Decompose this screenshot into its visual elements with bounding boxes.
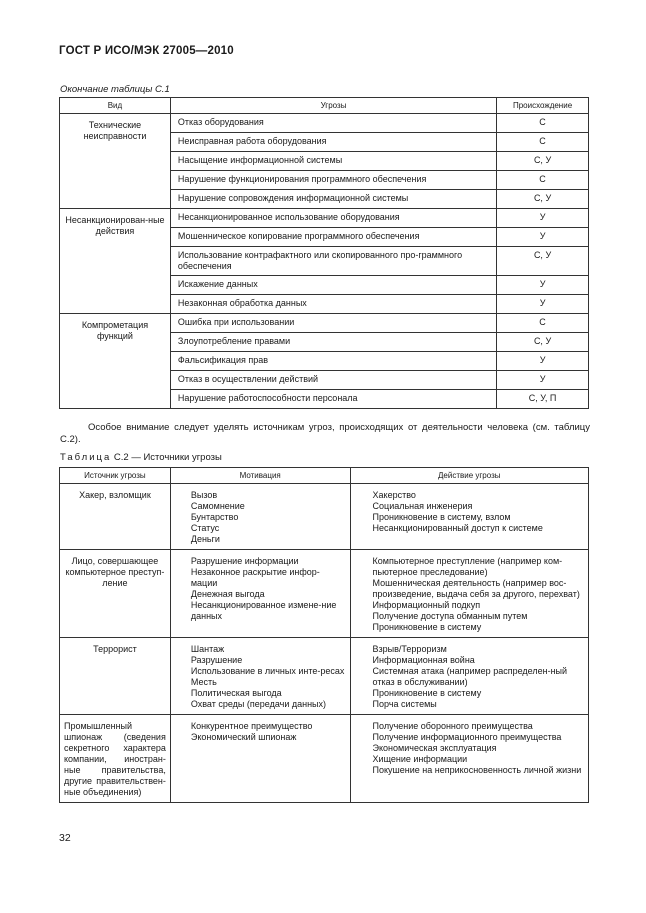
source-line: Промышленный шпионаж (сведения секретного характера компании, иностран-ные правительства, другие правительствен-ные объединения) [64, 721, 166, 797]
threat-cell: Неисправная работа оборудования [170, 133, 496, 152]
origin-cell: С, У [497, 190, 589, 209]
threat-row [60, 314, 589, 333]
source-line: Террорист [93, 644, 137, 654]
origin-cell: У [497, 276, 589, 295]
origin-cell: У [497, 352, 589, 371]
threats-table-body [60, 114, 589, 409]
action-line: Информационный подкуп [372, 600, 481, 610]
threat-cell: Мошенническое копирование программного обеспечения [170, 228, 496, 247]
threat-kind-cell: Технические неисправности [60, 114, 171, 209]
col-header-origin: Происхождение [497, 98, 589, 114]
motivation-line: Конкурентное преимущество [190, 721, 313, 731]
motivation-line: Несанкционированное измене-ние данных [190, 600, 337, 621]
motivation-cell [170, 638, 350, 715]
action-line: Информационная война [372, 655, 475, 665]
threat-row [60, 114, 589, 133]
action-line: Получение информационного преимущества [372, 732, 562, 742]
action-cell [350, 638, 588, 715]
action-line: Хищение информации [372, 754, 468, 764]
threat-cell: Использование контрафактного или скопированного про-граммного обеспечения [170, 247, 496, 276]
threat-sources-table [59, 467, 589, 803]
source-line: Лицо, совершающее компьютерное преступ-ление [65, 556, 165, 588]
table2-caption-prefix: Таблица [60, 452, 112, 463]
action-line: Хакерство [372, 490, 416, 500]
origin-cell: У [497, 371, 589, 390]
col-header-motivation: Мотивация [170, 468, 350, 484]
motivation-line: Разрушение информации [190, 556, 299, 566]
table1-caption: Окончание таблицы С.1 [60, 84, 170, 95]
action-line: Получение оборонного преимущества [372, 721, 533, 731]
source-cell [60, 638, 171, 715]
motivation-line: Экономический шпионаж [190, 732, 297, 742]
threat-cell: Нарушение работоспособности персонала [170, 390, 496, 409]
motivation-line: Незаконное раскрытие инфор-мации [190, 567, 320, 588]
document-header: ГОСТ Р ИСО/МЭК 27005—2010 [59, 45, 234, 57]
origin-cell: С, У [497, 152, 589, 171]
origin-cell: С [497, 114, 589, 133]
origin-cell: С [497, 171, 589, 190]
threat-source-row [60, 715, 589, 803]
source-cell [60, 550, 171, 638]
threat-source-row [60, 484, 589, 550]
origin-cell: У [497, 209, 589, 228]
col-header-kind: Вид [60, 98, 171, 114]
action-line: Взрыв/Терроризм [372, 644, 447, 654]
threat-cell: Насыщение информационной системы [170, 152, 496, 171]
action-line: Покушение на неприкосновенность личной жизни [372, 765, 582, 775]
threat-sources-table-body [60, 484, 589, 803]
action-cell [350, 715, 588, 803]
motivation-line: Статус [190, 523, 220, 533]
note-paragraph: Особое внимание следует уделять источникам угроз, происходящих от деятельности человека (см. таблицу С.2). [60, 422, 590, 445]
threat-cell: Ошибка при использовании [170, 314, 496, 333]
motivation-line: Самомнение [190, 501, 245, 511]
action-line: Компьютерное преступление (например ком-пьютерное преследование) [372, 556, 563, 577]
source-line: Хакер, взломщик [79, 490, 151, 500]
action-cell [350, 484, 588, 550]
threat-cell: Нарушение сопровождения информационной системы [170, 190, 496, 209]
threat-row [60, 209, 589, 228]
origin-cell: У [497, 228, 589, 247]
threat-cell: Фальсификация прав [170, 352, 496, 371]
motivation-line: Денежная выгода [190, 589, 265, 599]
action-line: Системная атака (например распределен-ный отказ в обслуживании) [372, 666, 568, 687]
action-line: Получение доступа обманным путем [372, 611, 528, 621]
threat-cell: Нарушение функционирования программного обеспечения [170, 171, 496, 190]
motivation-line: Месть [190, 677, 217, 687]
motivation-line: Вызов [190, 490, 218, 500]
origin-cell: С, У, П [497, 390, 589, 409]
source-cell [60, 484, 171, 550]
action-line: Экономическая эксплуатация [372, 743, 497, 753]
origin-cell: С, У [497, 247, 589, 276]
origin-cell: У [497, 295, 589, 314]
motivation-cell [170, 484, 350, 550]
origin-cell: С [497, 133, 589, 152]
origin-cell: С [497, 314, 589, 333]
motivation-line: Политическая выгода [190, 688, 282, 698]
action-line: Мошенническая деятельность (например вос-произведение, выдача себя за другого, перехват) [372, 578, 580, 599]
source-cell [60, 715, 171, 803]
action-line: Проникновение в систему, взлом [372, 512, 511, 522]
motivation-line: Бунтарство [190, 512, 239, 522]
threat-kind-cell: Несанкционирован-ные действия [60, 209, 171, 314]
action-line: Проникновение в систему [372, 622, 482, 632]
table2-caption [60, 452, 222, 463]
motivation-line: Разрушение [190, 655, 243, 665]
threat-cell: Злоупотребление правами [170, 333, 496, 352]
action-line: Социальная инженерия [372, 501, 473, 511]
motivation-line: Шантаж [190, 644, 225, 654]
origin-cell: С, У [497, 333, 589, 352]
col-header-action: Действие угрозы [350, 468, 588, 484]
page-number: 32 [59, 832, 71, 844]
threat-cell: Искажение данных [170, 276, 496, 295]
action-line: Порча системы [372, 699, 437, 709]
motivation-cell [170, 715, 350, 803]
threat-kind-cell: Компрометация функций [60, 314, 171, 409]
motivation-line: Использование в личных инте-ресах [190, 666, 345, 676]
threat-source-row [60, 550, 589, 638]
action-line: Проникновение в систему [372, 688, 482, 698]
threat-cell: Незаконная обработка данных [170, 295, 496, 314]
threat-cell: Отказ оборудования [170, 114, 496, 133]
threat-cell: Несанкционированное использование оборудования [170, 209, 496, 228]
action-line: Несанкционированный доступ к системе [372, 523, 543, 533]
threat-cell: Отказ в осуществлении действий [170, 371, 496, 390]
motivation-line: Охват среды (передачи данных) [190, 699, 327, 709]
motivation-line: Деньги [190, 534, 220, 544]
col-header-threats: Угрозы [170, 98, 496, 114]
table2-caption-text: С.2 — Источники угрозы [113, 452, 222, 463]
motivation-cell [170, 550, 350, 638]
action-cell [350, 550, 588, 638]
threats-table [59, 97, 589, 409]
col-header-source: Источник угрозы [60, 468, 171, 484]
threat-source-row [60, 638, 589, 715]
